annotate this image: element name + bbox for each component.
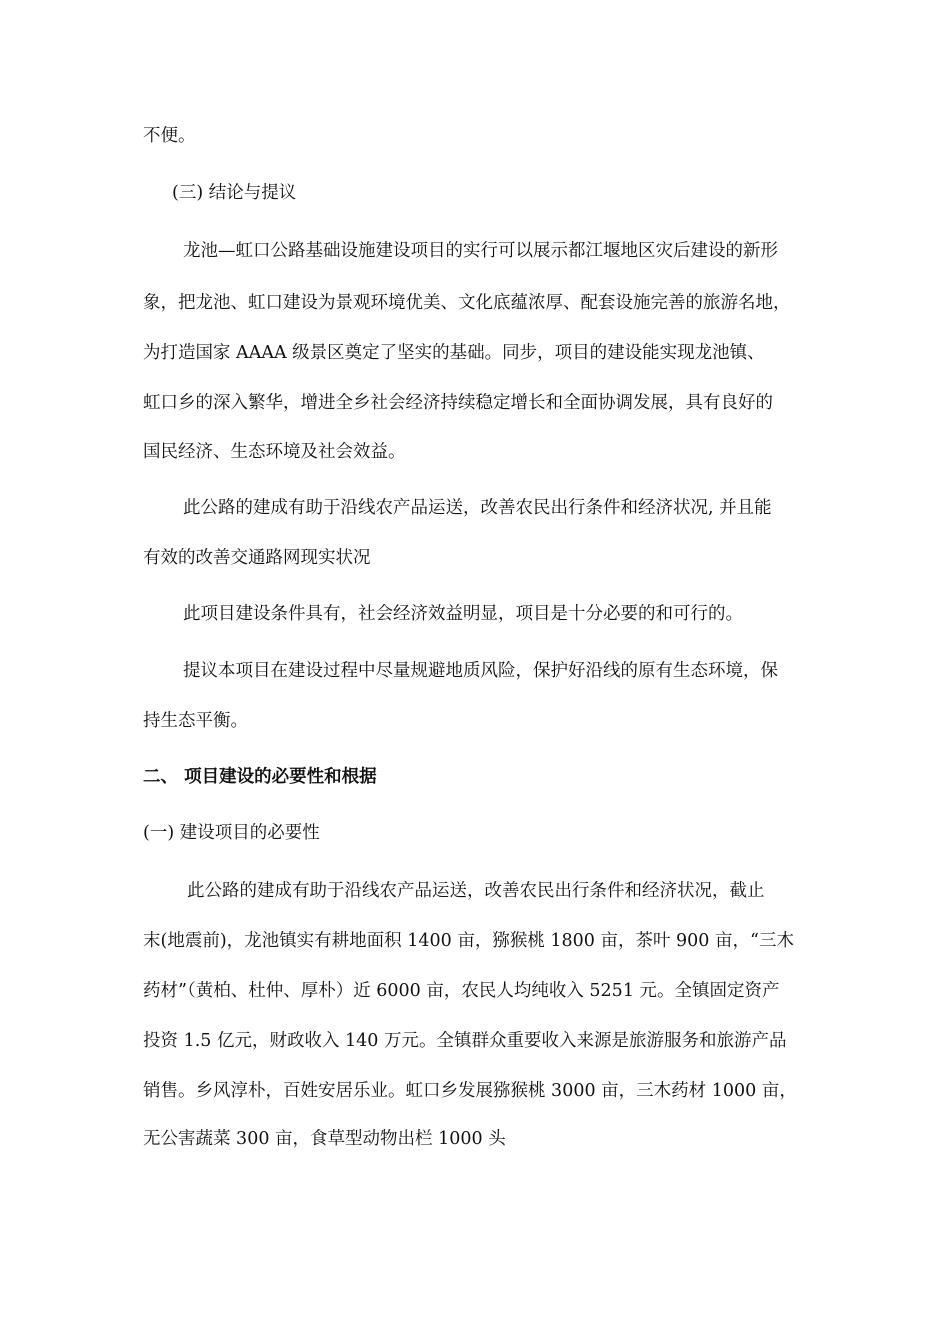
para5-line5: 销售。乡风淳朴，百姓安居乐业。虹口乡发展猕猴桃 3000 亩，三木药材 1000 亩， <box>143 1081 797 1101</box>
para1-line1: 龙池—虹口公路基础设施建设项目的实行可以展示都江堰地区灾后建设的新形 <box>183 241 778 261</box>
para1-line3: 为打造国家 AAAA 级景区奠定了坚实的基础。同步，项目的建设能实现龙池镇、 <box>143 343 765 363</box>
para4-line1: 提议本项目在建设过程中尽量规避地质风险，保护好沿线的原有生态环境，保 <box>183 661 778 681</box>
para5-line4: 投资 1.5 亿元，财政收入 140 万元。全镇群众重要收入来源是旅游服务和旅游产品 <box>143 1031 787 1051</box>
para1-line4: 虹口乡的深入繁华，增进全乡社会经济持续稳定增长和全面协调发展，具有良好的 <box>143 393 773 413</box>
para5-line2: 末(地震前)，龙池镇实有耕地面积 1400 亩，猕猴桃 1800 亩，茶叶 900 亩，“三木 <box>143 931 794 951</box>
para1-line5: 国民经济、生态环境及社会效益。 <box>143 442 406 462</box>
section2-heading: 二、 项目建设的必要性和根据 <box>143 767 377 787</box>
para2-line1: 此公路的建成有助于沿线农产品运送，改善农民出行条件和经济状况, 并且能 <box>183 498 772 518</box>
para4-line2: 持生态平衡。 <box>143 711 248 731</box>
para3-line1: 此项目建设条件具有，社会经济效益明显，项目是十分必要的和可行的。 <box>183 604 743 624</box>
para5-line6: 无公害蔬菜 300 亩，食草型动物出栏 1000 头 <box>143 1129 506 1149</box>
para5-line1: 此公路的建成有助于沿线农产品运送，改善农民出行条件和经济状况，截止 <box>187 881 765 901</box>
paragraph-fragment: 不便。 <box>143 126 196 146</box>
heading-conclusion: (三) 结论与提议 <box>172 183 297 203</box>
para2-line2: 有效的改善交通路网现实状况 <box>143 548 371 568</box>
sub1-heading: (一) 建设项目的必要性 <box>143 823 320 843</box>
para1-line2: 象，把龙池、虹口建设为景观环境优美、文化底蕴浓厚、配套设施完善的旅游名地， <box>143 293 791 313</box>
para5-line3: 药材”（黄柏、杜仲、厚朴）近 6000 亩，农民人均纯收入 5251 元。全镇固定资产 <box>143 981 780 1001</box>
